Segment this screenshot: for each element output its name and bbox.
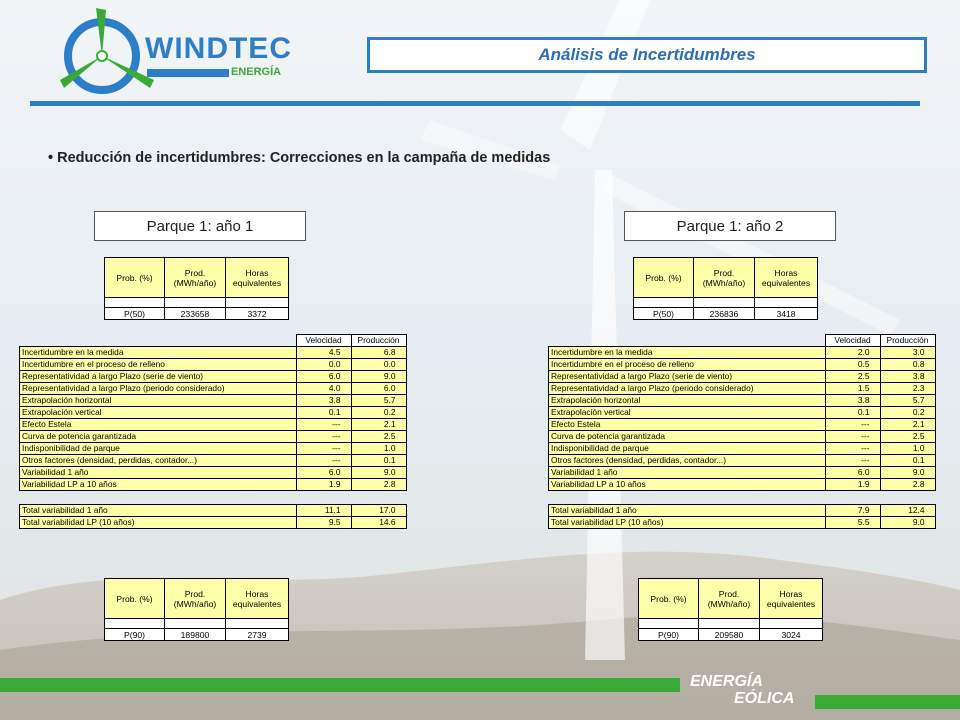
uncertainty-gap <box>20 491 407 505</box>
uncertainty-velocidad: 3.8 <box>296 395 351 407</box>
header-velocidad: Velocidad <box>825 335 880 347</box>
uncertainty-label: Efecto Estela <box>549 419 826 431</box>
uncertainty-velocidad: --- <box>825 419 880 431</box>
uncertainty-label: Indisponibilidad de parque <box>20 443 297 455</box>
p90-header-prob: Prob. (%) <box>105 579 165 619</box>
p50-header-prob: Prob. (%) <box>105 258 165 298</box>
uncertainty-row <box>549 395 936 407</box>
uncertainty-total-row <box>20 505 407 517</box>
p90-value-hours: 3024 <box>760 629 823 641</box>
uncertainty-row <box>549 467 936 479</box>
uncertainty-label: Curva de potencia garantizada <box>549 431 826 443</box>
uncertainty-table-year1 <box>19 334 407 529</box>
p50-table-year2 <box>633 257 818 320</box>
uncertainty-label: Efecto Estela <box>20 419 297 431</box>
uncertainty-label: Extrapolación horizontal <box>549 395 826 407</box>
uncertainty-velocidad: 6.0 <box>296 371 351 383</box>
uncertainty-produccion: 9.0 <box>351 371 406 383</box>
header-produccion: Producción <box>880 335 935 347</box>
uncertainty-label: Variabilidad LP a 10 años <box>549 479 826 491</box>
uncertainty-produccion: 2.1 <box>880 419 935 431</box>
uncertainty-label: Otros factores (densidad, perdidas, contador...) <box>549 455 826 467</box>
uncertainty-row <box>549 455 936 467</box>
uncertainty-row <box>549 407 936 419</box>
uncertainty-label: Variabilidad 1 año <box>549 467 826 479</box>
total-produccion: 12.4 <box>880 505 935 517</box>
total-label: Total variabilidad LP (10 años) <box>549 517 826 529</box>
uncertainty-velocidad: 6.0 <box>296 467 351 479</box>
uncertainty-produccion: 6.8 <box>351 347 406 359</box>
uncertainty-velocidad: --- <box>825 431 880 443</box>
uncertainty-velocidad: 1.9 <box>296 479 351 491</box>
uncertainty-label: Incertidumbre en el proceso de relleno <box>549 359 826 371</box>
uncertainty-produccion: 0.8 <box>880 359 935 371</box>
uncertainty-label: Representatividad a largo Plazo (periodo considerado) <box>20 383 297 395</box>
p50-table-year1 <box>104 257 289 320</box>
bullet-label: Reducción de incertidumbres: Correcciones en la campaña de medidas <box>57 150 551 166</box>
uncertainty-velocidad: 1.5 <box>825 383 880 395</box>
uncertainty-velocidad: --- <box>296 419 351 431</box>
uncertainty-gap-row <box>549 491 936 505</box>
uncertainty-label: Variabilidad LP a 10 años <box>20 479 297 491</box>
header-velocidad: Velocidad <box>296 335 351 347</box>
uncertainty-velocidad: --- <box>296 431 351 443</box>
park-label-year1: Parque 1: año 1 <box>94 211 306 241</box>
uncertainty-velocidad: 6.0 <box>825 467 880 479</box>
p90-value-prod: 189800 <box>165 629 226 641</box>
uncertainty-label: Incertidumbre en la medida <box>549 347 826 359</box>
p50-value-prob: P(50) <box>105 308 165 320</box>
uncertainty-produccion: 2.3 <box>880 383 935 395</box>
p50-header-prod: Prod. (MWh/año) <box>694 258 755 298</box>
uncertainty-total-row <box>549 517 936 529</box>
p90-table-year2 <box>638 578 823 641</box>
page-title: Análisis de Incertidumbres <box>538 45 756 64</box>
uncertainty-produccion: 1.0 <box>880 443 935 455</box>
uncertainty-produccion: 2.8 <box>351 479 406 491</box>
total-velocidad: 7.9 <box>825 505 880 517</box>
uncertainty-velocidad: 0.5 <box>825 359 880 371</box>
uncertainty-row <box>549 479 936 491</box>
uncertainty-produccion: 2.1 <box>351 419 406 431</box>
uncertainty-produccion: 0.2 <box>880 407 935 419</box>
uncertainty-row <box>20 479 407 491</box>
uncertainty-produccion: 0.1 <box>351 455 406 467</box>
p50-header-prod: Prod. (MWh/año) <box>165 258 226 298</box>
total-velocidad: 9.5 <box>296 517 351 529</box>
uncertainty-label: Extrapolación horizontal <box>20 395 297 407</box>
total-produccion: 9.0 <box>880 517 935 529</box>
uncertainty-produccion: 3.8 <box>880 371 935 383</box>
uncertainty-row <box>549 443 936 455</box>
uncertainty-row <box>20 395 407 407</box>
p50-value-prod: 233658 <box>165 308 226 320</box>
p90-table-year1 <box>104 578 289 641</box>
logo-underline <box>147 69 229 77</box>
uncertainty-produccion: 5.7 <box>880 395 935 407</box>
windtec-logo <box>60 8 290 98</box>
uncertainty-row <box>549 347 936 359</box>
uncertainty-velocidad: 0.1 <box>296 407 351 419</box>
uncertainty-produccion: 1.0 <box>351 443 406 455</box>
uncertainty-velocidad: --- <box>296 443 351 455</box>
header-produccion: Producción <box>351 335 406 347</box>
uncertainty-velocidad: 1.9 <box>825 479 880 491</box>
uncertainty-velocidad: --- <box>296 455 351 467</box>
footer-branding <box>690 673 794 707</box>
uncertainty-row <box>20 443 407 455</box>
p50-header-prob: Prob. (%) <box>634 258 694 298</box>
uncertainty-label: Extrapolación vertical <box>20 407 297 419</box>
uncertainty-row <box>20 359 407 371</box>
uncertainty-produccion: 2.5 <box>880 431 935 443</box>
page-title-box <box>367 37 927 73</box>
uncertainty-velocidad: --- <box>825 455 880 467</box>
p50-header-hours: Horas equivalentes <box>226 258 289 298</box>
uncertainty-produccion: 3.0 <box>880 347 935 359</box>
uncertainty-label: Representatividad a largo Plazo (serie de viento) <box>549 371 826 383</box>
uncertainty-label: Incertidumbre en el proceso de relleno <box>20 359 297 371</box>
uncertainty-label: Representatividad a largo Plazo (serie de viento) <box>20 371 297 383</box>
uncertainty-velocidad: 2.5 <box>825 371 880 383</box>
total-velocidad: 11.1 <box>296 505 351 517</box>
uncertainty-produccion: 2.8 <box>880 479 935 491</box>
uncertainty-produccion: 0.0 <box>351 359 406 371</box>
uncertainty-total-row <box>549 505 936 517</box>
uncertainty-produccion: 9.0 <box>880 467 935 479</box>
p90-value-prob: P(90) <box>639 629 699 641</box>
uncertainty-table-year2 <box>548 334 936 529</box>
park-label-year2: Parque 1: año 2 <box>624 211 836 241</box>
uncertainty-gap <box>549 491 936 505</box>
p90-header-prod: Prod. (MWh/año) <box>699 579 760 619</box>
footer-line2: EÓLICA <box>734 690 795 707</box>
uncertainty-produccion: 0.1 <box>880 455 935 467</box>
uncertainty-header-blank <box>549 335 826 347</box>
uncertainty-total-row <box>20 517 407 529</box>
p90-value-prob: P(90) <box>105 629 165 641</box>
uncertainty-row <box>20 347 407 359</box>
p50-value-prod: 236836 <box>694 308 755 320</box>
uncertainty-row <box>549 431 936 443</box>
p90-value-prod: 209580 <box>699 629 760 641</box>
logo-sub: ENERGÍA <box>231 66 282 78</box>
uncertainty-label: Otros factores (densidad, perdidas, contador...) <box>20 455 297 467</box>
uncertainty-velocidad: 0.0 <box>296 359 351 371</box>
total-velocidad: 5.5 <box>825 517 880 529</box>
uncertainty-produccion: 6.0 <box>351 383 406 395</box>
uncertainty-row <box>20 407 407 419</box>
uncertainty-label: Extrapolación vertical <box>549 407 826 419</box>
uncertainty-gap-row <box>20 491 407 505</box>
uncertainty-row <box>20 419 407 431</box>
uncertainty-velocidad: --- <box>825 443 880 455</box>
turbine-logo-icon <box>60 8 155 98</box>
uncertainty-header-row <box>549 335 936 347</box>
total-produccion: 17.0 <box>351 505 406 517</box>
uncertainty-row <box>20 371 407 383</box>
uncertainty-row <box>20 431 407 443</box>
uncertainty-label: Representatividad a largo Plazo (periodo considerado) <box>549 383 826 395</box>
uncertainty-row <box>20 383 407 395</box>
p50-value-hours: 3372 <box>226 308 289 320</box>
uncertainty-label: Indisponibilidad de parque <box>549 443 826 455</box>
uncertainty-row <box>549 419 936 431</box>
p90-value-hours: 2739 <box>226 629 289 641</box>
total-label: Total variabilidad 1 año <box>549 505 826 517</box>
p90-header-hours: Horas equivalentes <box>226 579 289 619</box>
uncertainty-label: Incertidumbre en la medida <box>20 347 297 359</box>
uncertainty-produccion: 9.0 <box>351 467 406 479</box>
p50-header-hours: Horas equivalentes <box>755 258 818 298</box>
uncertainty-velocidad: 4.0 <box>296 383 351 395</box>
uncertainty-row <box>549 383 936 395</box>
p90-header-prod: Prod. (MWh/año) <box>165 579 226 619</box>
uncertainty-label: Variabilidad 1 año <box>20 467 297 479</box>
uncertainty-header-row <box>20 335 407 347</box>
uncertainty-row <box>549 371 936 383</box>
uncertainty-label: Curva de potencia garantizada <box>20 431 297 443</box>
uncertainty-produccion: 5.7 <box>351 395 406 407</box>
total-label: Total variabilidad 1 año <box>20 505 297 517</box>
bullet-text: • Reducción de incertidumbres: Correcciones en la campaña de medidas <box>48 150 551 166</box>
total-label: Total variabilidad LP (10 años) <box>20 517 297 529</box>
uncertainty-row <box>20 467 407 479</box>
p50-value-hours: 3418 <box>755 308 818 320</box>
p90-header-prob: Prob. (%) <box>639 579 699 619</box>
uncertainty-row <box>549 359 936 371</box>
footer-line1: ENERGÍA <box>690 673 763 690</box>
uncertainty-produccion: 2.5 <box>351 431 406 443</box>
p50-value-prob: P(50) <box>634 308 694 320</box>
uncertainty-row <box>20 455 407 467</box>
uncertainty-velocidad: 3.8 <box>825 395 880 407</box>
uncertainty-header-blank <box>20 335 297 347</box>
p90-header-hours: Horas equivalentes <box>760 579 823 619</box>
total-produccion: 14.6 <box>351 517 406 529</box>
uncertainty-velocidad: 4.5 <box>296 347 351 359</box>
uncertainty-velocidad: 0.1 <box>825 407 880 419</box>
logo-name: WINDTEC <box>145 32 292 65</box>
uncertainty-velocidad: 2.0 <box>825 347 880 359</box>
uncertainty-produccion: 0.2 <box>351 407 406 419</box>
